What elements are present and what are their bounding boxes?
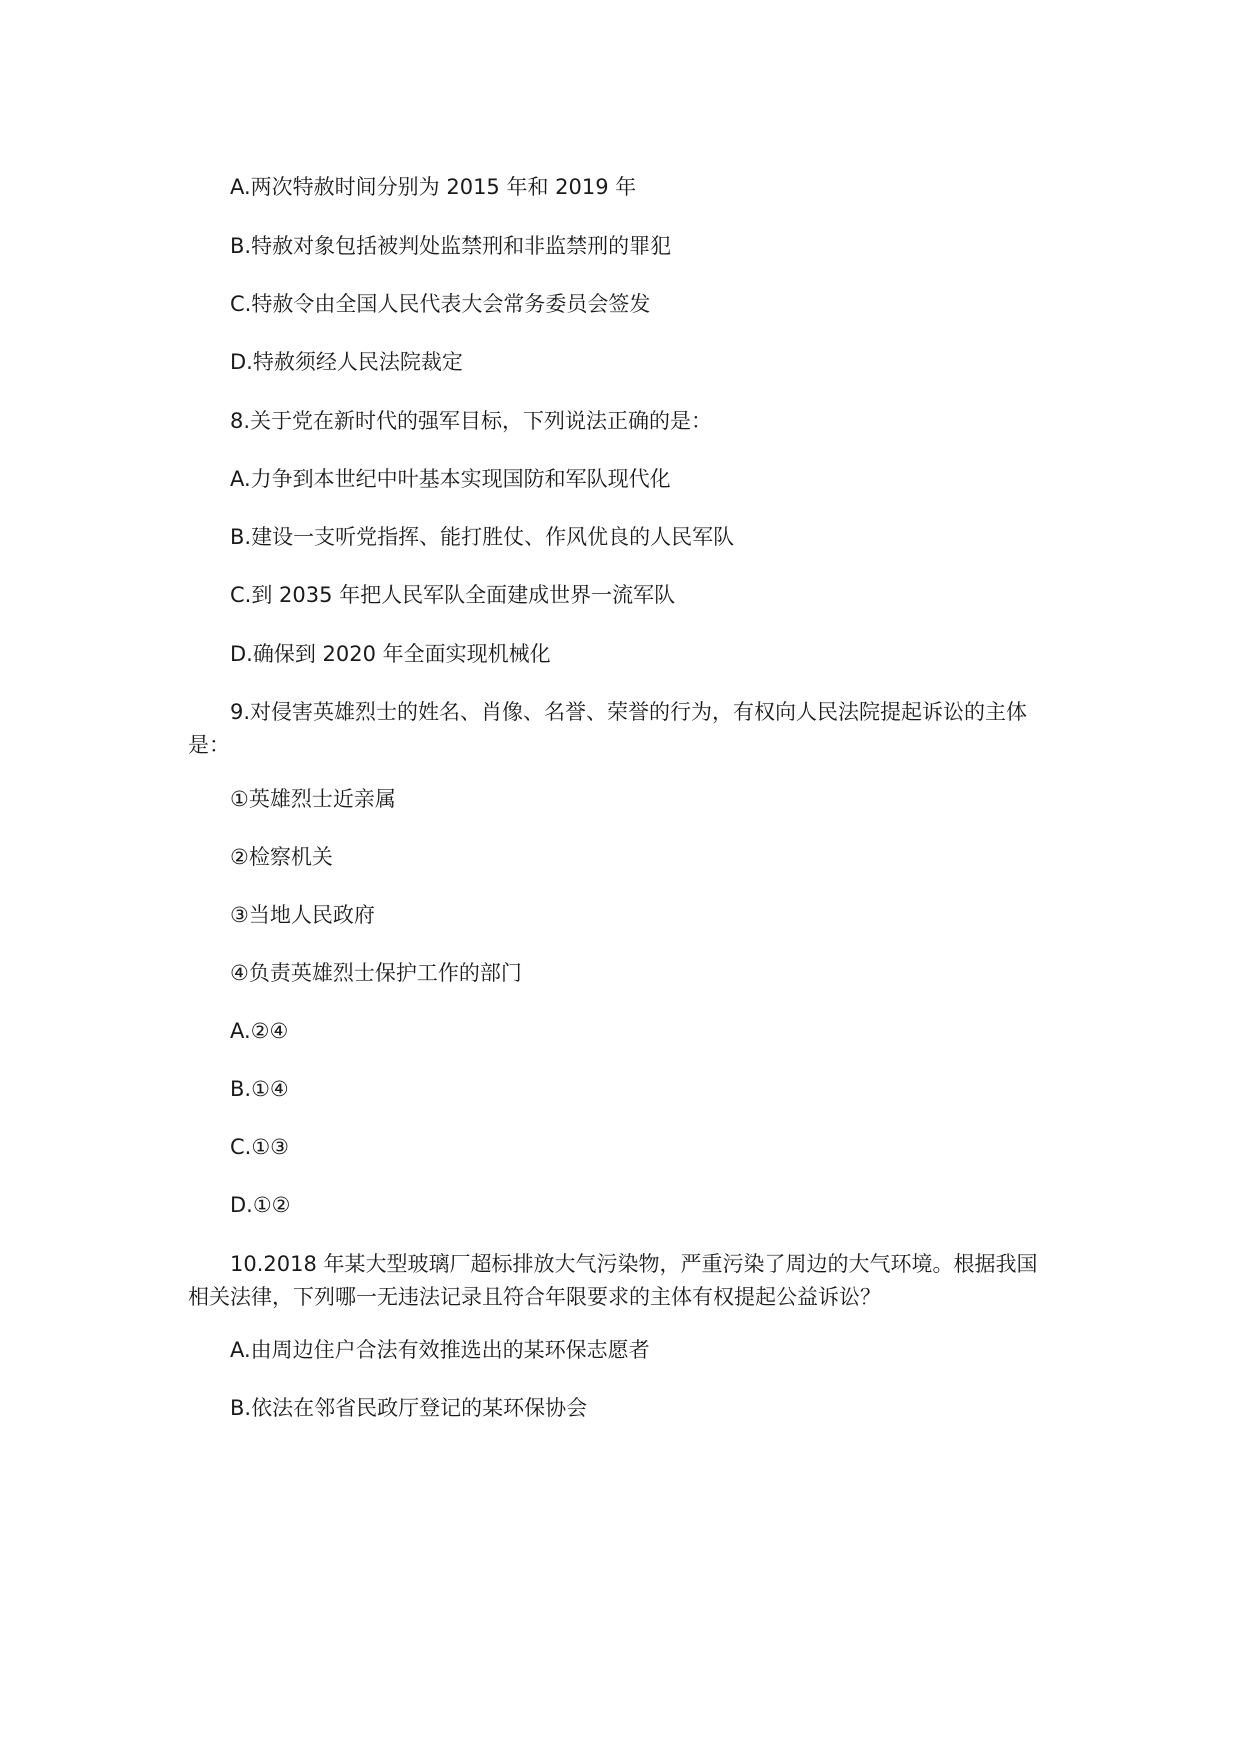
q8-option-d: D.确保到 2020 年全面实现机械化 — [230, 642, 551, 666]
q7-option-b: B.特赦对象包括被判处监禁刑和非监禁刑的罪犯 — [230, 234, 672, 258]
q9-item-2: ②检察机关 — [230, 845, 333, 869]
q7-option-a: A.两次特赦时间分别为 2015 年和 2019 年 — [230, 175, 637, 199]
q8-option-a: A.力争到本世纪中叶基本实现国防和军队现代化 — [230, 467, 671, 491]
q8-option-b: B.建设一支听党指挥、能打胜仗、作风优良的人民军队 — [230, 525, 735, 549]
q9-item-3: ③当地人民政府 — [230, 903, 375, 927]
q9-option-a: A.②④ — [230, 1019, 289, 1043]
q9-option-d: D.①② — [230, 1193, 291, 1217]
q9-option-c: C.①③ — [230, 1135, 289, 1159]
q7-option-c: C.特赦令由全国人民代表大会常务委员会签发 — [230, 292, 651, 316]
q9-option-b: B.①④ — [230, 1077, 289, 1101]
q9-stem: 9.对侵害英雄烈士的姓名、肖像、名誉、荣誉的行为，有权向人民法院提起诉讼的主体是： — [188, 700, 1028, 757]
q7-option-d: D.特赦须经人民法院裁定 — [230, 350, 463, 374]
q10-stem: 10.2018 年某大型玻璃厂超标排放大气污染物，严重污染了周边的大气环境。根据我国相关法律，下列哪一无违法记录且符合年限要求的主体有权提起公益诉讼？ — [188, 1252, 1038, 1309]
q9-item-1: ①英雄烈士近亲属 — [230, 787, 396, 811]
q8-stem: 8.关于党在新时代的强军目标，下列说法正确的是： — [230, 409, 713, 433]
q10-option-a: A.由周边住户合法有效推选出的某环保志愿者 — [230, 1338, 650, 1362]
q10-option-b: B.依法在邻省民政厅登记的某环保协会 — [230, 1396, 588, 1420]
q9-item-4: ④负责英雄烈士保护工作的部门 — [230, 961, 522, 985]
q8-option-c: C.到 2035 年把人民军队全面建成世界一流军队 — [230, 583, 676, 607]
